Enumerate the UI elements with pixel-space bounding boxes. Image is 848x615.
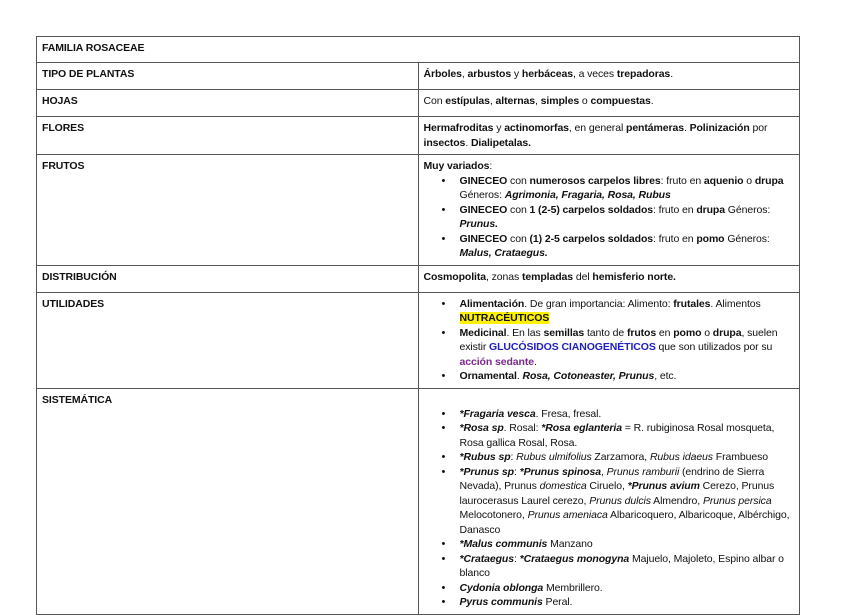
list-item [460,297,795,326]
utilidades-list [424,297,795,384]
text: Almendro, [650,494,703,507]
text: (endrino de Sierra Nevada), Prunus [459,465,765,492]
text: GINECEO [459,232,508,245]
text-accion-sedante: acción sedante [459,355,534,368]
text: Prunus ramburii [606,465,680,478]
row-frutos [37,155,800,266]
list-item [460,203,795,232]
text: : [489,160,493,172]
text: Rubus idaeus [649,451,713,463]
list-item [460,450,795,465]
value-utilidades [418,292,800,388]
text: tanto de [584,326,627,339]
value-distribucion [418,265,800,292]
list-item [460,326,795,370]
text-muy-variados: Muy variados [423,160,490,172]
row-distribucion [37,265,800,292]
list-item [460,174,795,203]
list-item [460,552,795,581]
text: drupa [712,326,742,339]
text: o [743,174,755,187]
row-utilidades [37,292,800,388]
text-cosmopolita: Cosmopolita [423,270,486,283]
text: semillas [543,326,585,339]
rosaceae-table [36,36,800,615]
text: *Malus communis [459,538,548,550]
text-estipulas: estípulas [445,95,490,107]
value-sistematica [418,388,800,614]
text: : [510,451,517,463]
text: . Fresa, fresal. [535,407,602,420]
text: : fruto en [653,232,697,245]
list-item [460,537,795,552]
text-pentameras: pentámeras [626,122,684,134]
text-generos: Prunus. [459,218,498,230]
text: GINECEO [459,203,508,216]
text: Ornamental [459,370,517,382]
label-tipo: TIPO DE PLANTAS [37,63,419,90]
text: y [493,122,505,134]
text-alternas: alternas [495,95,536,107]
text: frutales [673,297,711,310]
text: *Prunus spinosa [519,465,601,478]
text: Ciruelo, [586,480,628,492]
label-hojas: HOJAS [37,90,419,117]
text-trepadoras: trepadoras [616,68,671,80]
text: *Rubus sp [459,451,511,463]
text: , etc. [654,370,677,382]
text: o [701,326,713,339]
text: *Rosa sp [459,422,504,434]
text-templadas: templadas [521,270,574,283]
value-frutos [418,155,800,266]
text: Medicinal [459,326,507,339]
text: domestica [539,480,587,492]
text: o [579,95,591,107]
text: *Fragaria vesca [459,407,536,420]
highlight-nutraceuticos: NUTRACÉUTICOS [459,312,550,324]
label-utilidades: UTILIDADES [37,292,419,388]
list-item [460,581,795,596]
text-arbustos: arbustos [467,68,512,80]
text: por [749,122,768,134]
text: *Crataegus [459,552,514,565]
value-tipo [418,63,800,90]
text: Prunus ameniaca [527,509,608,521]
text: que son utilizados por su [655,341,773,353]
table-title: FAMILIA ROSACEAE [37,37,800,63]
text: , [535,95,541,107]
text: numerosos carpelos libres [529,174,661,187]
text: frutos [626,326,657,339]
text: Cerezo, Prunus laurocerasus Laurel cerezo, [459,480,775,507]
text: y [511,68,522,80]
text: Alimentación [459,297,525,310]
text-polinizacion: Polinización [689,122,750,134]
text: aquenio [703,174,744,187]
text: Géneros: [459,189,505,201]
text: . [533,355,537,368]
text-arboles: Árboles [423,68,462,80]
text-hermafroditas: Hermafroditas [423,122,494,134]
list-item [460,407,795,422]
text: Zarzamora, [591,451,650,463]
text: Frambueso [712,451,768,463]
frutos-list [424,174,795,261]
label-distribucion: DISTRIBUCIÓN [37,265,419,292]
text-compuestas: compuestas [590,95,651,107]
text-dialipetalas: Dialipetalas. [470,136,531,149]
text: (1) 2-5 carpelos soldados [529,232,654,245]
text-herbaceas: herbáceas [521,68,573,80]
text-insectos: insectos [423,136,466,149]
text: . [516,370,523,382]
list-item [460,595,795,610]
text: GINECEO [459,174,508,187]
sistematica-list [424,407,795,610]
text: Con [423,95,446,107]
text: *Prunus avium [627,480,700,492]
text-actinomorfas: actinomorfas [504,122,569,134]
text: = R. rubiginosa Rosal mosqueta, Rosa gallica Rosal, Rosa. [459,422,775,449]
text: *Crataegus monogyna [519,552,630,565]
text: , suelen existir [459,326,778,353]
text: Manzano [547,538,593,550]
text-glucosidos: GLUCÓSIDOS CIANOGENÉTICOS [489,341,656,353]
text: Prunus persica [702,494,772,507]
text: drupa [754,174,784,187]
text: , en general [568,122,626,134]
text: , a veces [572,68,617,80]
text: Albaricoquero, Albaricoque, Albérchigo, Danasco [459,509,790,536]
list-item [460,465,795,538]
text: con [507,232,530,245]
text: . Alimentos [710,297,761,310]
label-sistematica: SISTEMÁTICA [37,388,419,614]
text: , [600,465,607,478]
text: , [489,95,496,107]
text: Membrillero. [543,581,603,594]
text: con [507,174,530,187]
text: : [513,465,520,478]
text: , [461,68,468,80]
text: Prunus dulcis [589,494,651,507]
text: Majuelo, Majoleto, Espino albar o blanco [459,552,784,579]
text: 1 (2-5) carpelos soldados [529,203,654,216]
text: con [507,203,530,216]
value-hojas [418,90,800,117]
value-flores [418,117,800,155]
text: Peral. [542,596,573,608]
text: del [573,270,593,283]
text: *Prunus sp [459,465,514,478]
text: Cydonia oblonga [459,581,544,594]
text: . [650,95,654,107]
text: : [513,552,520,565]
frutos-intro [424,159,795,174]
list-item [460,369,795,384]
text-generos: Agrimonia, Fragaria, Rosa, Rubus [504,189,671,201]
text: . En las [506,326,544,339]
label-flores: FLORES [37,117,419,155]
text-simples: simples [540,95,580,107]
list-item [460,421,795,450]
text: Géneros: [724,203,771,216]
row-tipo [37,63,800,90]
text: drupa [696,203,725,216]
text: , zonas [486,270,522,283]
text: . [683,122,690,134]
text: Pyrus communis [459,596,543,608]
text: . [670,68,674,80]
row-flores [37,117,800,155]
title-row [37,37,800,63]
text: . De gran importancia: Alimento: [524,297,674,310]
text: : fruto en [660,174,704,187]
text: Melocotonero, [459,509,528,521]
text: en [656,326,674,339]
row-sistematica [37,388,800,614]
text: Rubus ulmifolius [516,451,592,463]
text: pomo [673,326,702,339]
text: Rosa, Cotoneaster, Prunus [522,370,655,382]
text: : fruto en [653,203,697,216]
text-generos: Malus, Crataegus. [459,247,548,259]
list-item [460,232,795,261]
text: . [465,136,471,149]
row-hojas [37,90,800,117]
text-hemisferio: hemisferio norte. [592,270,676,283]
text: pomo [696,232,725,245]
text: Géneros: [724,232,770,245]
text: . Rosal: [503,422,542,434]
label-frutos: FRUTOS [37,155,419,266]
text: *Rosa eglanteria [541,422,622,434]
